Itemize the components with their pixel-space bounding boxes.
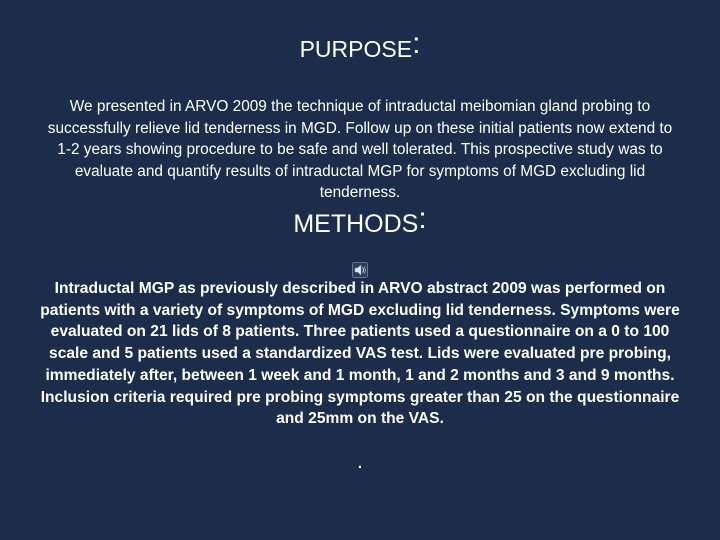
methods-heading-label: METHODS	[293, 210, 419, 238]
purpose-heading-label: PURPOSE	[299, 36, 413, 62]
purpose-paragraph: We presented in ARVO 2009 the technique of intraductal meibomian gland probing to successfully relieve lid tenderness in MGD. Follow up on these initial patients now extend to 1-2 years showing procedure to be safe and well tolerated. This prospective study was to evaluate and quantify results of intraductal MGP for symptoms of MGD excluding lid tenderness.	[47, 98, 673, 201]
purpose-heading-colon: :	[412, 27, 421, 60]
methods-heading	[0, 202, 720, 238]
methods-paragraph: Intraductal MGP as previously described in ARVO abstract 2009 was performed on patients with a variety of symptoms of MGD excluding lid tenderness. Symptoms were evaluated on 21 lids of 8 patients. Three patients used a questionnaire on a 0 to 100 scale and 5 patients used a standardized VAS test. Lids were evaluated pre probing, immediately after, between 1 week and 1 month, 1 and 2 months and 3 and 9 months. Inclusion criteria required pre probing symptoms greater than 25 on the questionnaire and 25mm on the VAS.	[40, 280, 680, 428]
speaker-icon[interactable]	[352, 262, 368, 278]
methods-heading-colon: :	[418, 202, 427, 235]
purpose-heading	[0, 27, 720, 63]
trailing-period: .	[357, 455, 363, 472]
